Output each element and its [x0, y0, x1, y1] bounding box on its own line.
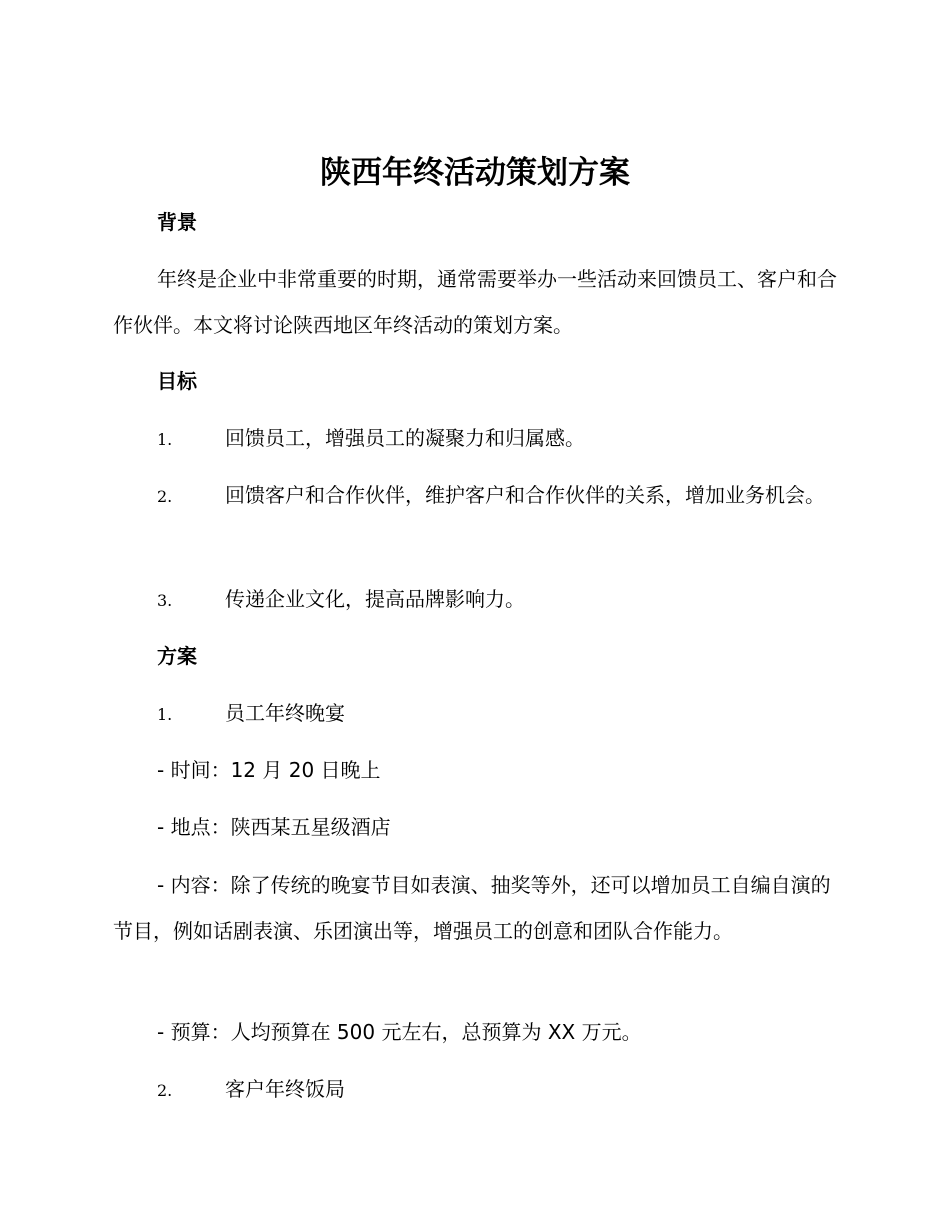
background-paragraph: 年终是企业中非常重要的时期，通常需要举办一些活动来回馈员工、客户和合作伙伴。本文将讨论陕西地区年终活动的策划方案。 — [113, 267, 837, 337]
list-item-text: 客户年终饭局 — [225, 1077, 345, 1101]
plan-item — [113, 1066, 837, 1114]
list-number: 1. — [157, 705, 173, 724]
plan-detail-location: - 地点：陕西某五星级酒店 — [157, 815, 391, 839]
goal-item — [113, 472, 837, 520]
document-title: 陕西年终活动策划方案 — [320, 155, 630, 191]
plan-detail-budget: - 预算：人均预算在 500 元左右，总预算为 XX 万元。 — [157, 1020, 642, 1044]
plan-item — [113, 690, 837, 738]
list-number: 1. — [157, 430, 173, 449]
plan-detail-time: - 时间：12 月 20 日晚上 — [157, 758, 381, 782]
list-item-text: 员工年终晚宴 — [225, 701, 345, 725]
list-number: 3. — [157, 591, 173, 610]
goal-item — [113, 415, 837, 463]
plan-detail-content: - 内容：除了传统的晚宴节目如表演、抽奖等外，还可以增加员工自编自演的节目，例如话剧表演、乐团演出等，增强员工的创意和团队合作能力。 — [113, 873, 831, 943]
section-heading-goals: 目标 — [157, 369, 197, 393]
section-heading-plan: 方案 — [157, 644, 197, 668]
list-number: 2. — [157, 1081, 173, 1100]
section-heading-background: 背景 — [157, 210, 197, 234]
list-item-text: 回馈员工，增强员工的凝聚力和归属感。 — [225, 426, 585, 450]
goal-item — [113, 576, 837, 624]
list-number: 2. — [157, 487, 173, 506]
list-item-text: 传递企业文化，提高品牌影响力。 — [225, 587, 525, 611]
list-item-text: 回馈客户和合作伙伴，维护客户和合作伙伴的关系，增加业务机会。 — [225, 483, 825, 507]
